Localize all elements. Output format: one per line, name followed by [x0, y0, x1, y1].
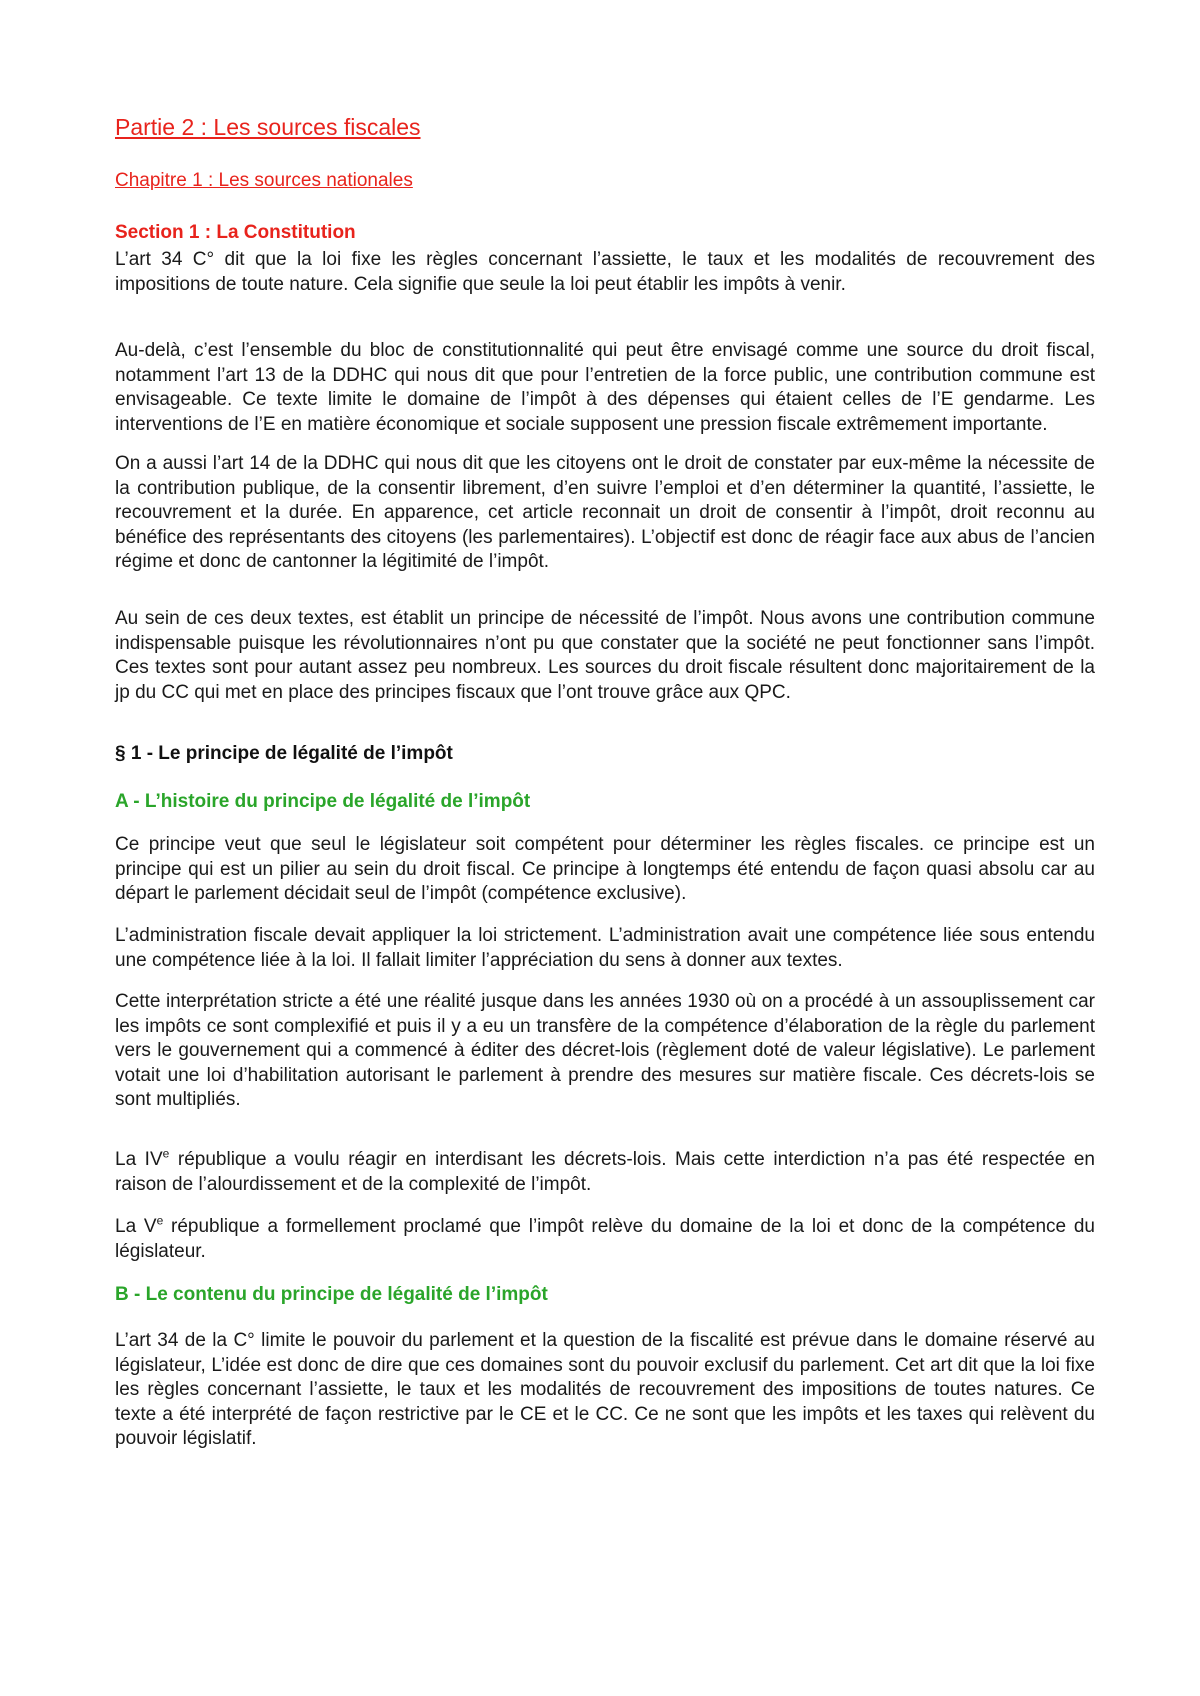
paragraph-interpretation-stricte: Cette interprétation stricte a été une réalité jusque dans les années 1930 où on a procédé à un assouplissement car les impôts ce sont complexifié et puis il y a eu un transfère de la compétence d’élaboration de la règle du parlement vers le gouvernement qui a commencé à éditer des décret-lois (règlement doté de valeur législative). Le parlement votait une loi d’habilitation autorisant le parlement à prendre des mesures sur matière fiscale. Ces décrets-lois se sont multipliés. — [115, 991, 1095, 1110]
subheading-b-contenu: B - Le contenu du principe de légalité de l’impôt — [115, 1284, 548, 1305]
section-title: Section 1 : La Constitution — [115, 222, 356, 243]
paragraph-bloc-constitutionnalite: Au-delà, c’est l’ensemble du bloc de constitutionnalité qui peut être envisagé comme une source du droit fiscal, notamment l’art 13 de la DDHC qui nous dit que pour l’entretien de la force public, une contribution commune est envisageable. Ce texte limite le domaine de l’impôt à des dépenses qui étaient celles de l’E gendarme. Les interventions de l’E en matière économique et sociale supposent une pression fiscale extrêmement importante. — [115, 340, 1095, 435]
paragraph-art34-contenu: L’art 34 de la C° limite le pouvoir du parlement et la question de la fiscalité est prévue dans le domaine réservé au législateur, L’idée est donc de dire que ces domaines sont du pouvoir exclusif du parlement. Cet art dit que la loi fixe les règles concernant l’assiette, le taux et les modalités de recouvrement des impositions de toutes natures. Ce texte a été interprété de façon restrictive par le CE et le CC. Ce ne sont que les impôts et les taxes qui relèvent du pouvoir législatif. — [115, 1330, 1095, 1449]
paragraph-heading-legalite: § 1 - Le principe de légalité de l’impôt — [115, 743, 453, 764]
paragraph-principe-legislateur: Ce principe veut que seul le législateur soit compétent pour déterminer les règles fiscales. ce principe est un principe qui est un pilier au sein du droit fiscal. Ce principe à longtemps été entendu de façon quasi absolu car au départ le parlement décidait seul de l’impôt (compétence exclusive). — [115, 834, 1095, 904]
paragraph-art34: L’art 34 C° dit que la loi fixe les règles concernant l’assiette, le taux et les modalités de recouvrement des impositions de toute nature. Cela signifie que seule la loi peut établir les impôts à venir. — [115, 249, 1095, 295]
part-title: Partie 2 : Les sources fiscales — [115, 114, 421, 140]
paragraph-principe-necessite: Au sein de ces deux textes, est établit un principe de nécessité de l’impôt. Nous avons une contribution commune indispensable puisque les révolutionnaires n’ont pu que constater que la société ne peut fonctionner sans l’impôt. Ces textes sont pour autant assez peu nombreux. Les sources du droit fiscale résultent donc majoritairement de la jp du CC qui met en place des principes fiscaux que l’ont trouve grâce aux QPC. — [115, 608, 1095, 703]
chapter-title: Chapitre 1 : Les sources nationales — [115, 170, 413, 191]
subheading-a-histoire: A - L’histoire du principe de légalité de l’impôt — [115, 791, 531, 812]
paragraph-administration-fiscale: L’administration fiscale devait appliquer la loi strictement. L’administration avait une compétence liée sous entendu une compétence liée à la loi. Il fallait limiter l’appréciation du sens à donner aux textes. — [115, 925, 1095, 971]
paragraph-art14-ddhc: On a aussi l’art 14 de la DDHC qui nous dit que les citoyens ont le droit de constater par eux-même la nécessite de la contribution publique, de la consentir librement, d’en suivre l’emploi et d’en déterminer la quantité, l’assiette, le recouvrement et la durée. En apparence, cet article reconnait un droit de consentir à l’impôt, droit reconnu au bénéfice des représentants des citoyens (les parlementaires). L’objectif est donc de réagir face aux abus de l’ancien régime et donc de cantonner la légitimité de l’impôt. — [115, 453, 1095, 572]
paragraph-ve-republique: La Ve république a formellement proclamé que l’impôt relève du domaine de la loi et donc de la compétence du législateur. — [115, 1213, 1095, 1262]
paragraph-ive-republique: La IVe république a voulu réagir en interdisant les décrets-lois. Mais cette interdiction n’a pas été respectée en raison de l’alourdissement et de la complexité de l’impôt. — [115, 1146, 1095, 1195]
